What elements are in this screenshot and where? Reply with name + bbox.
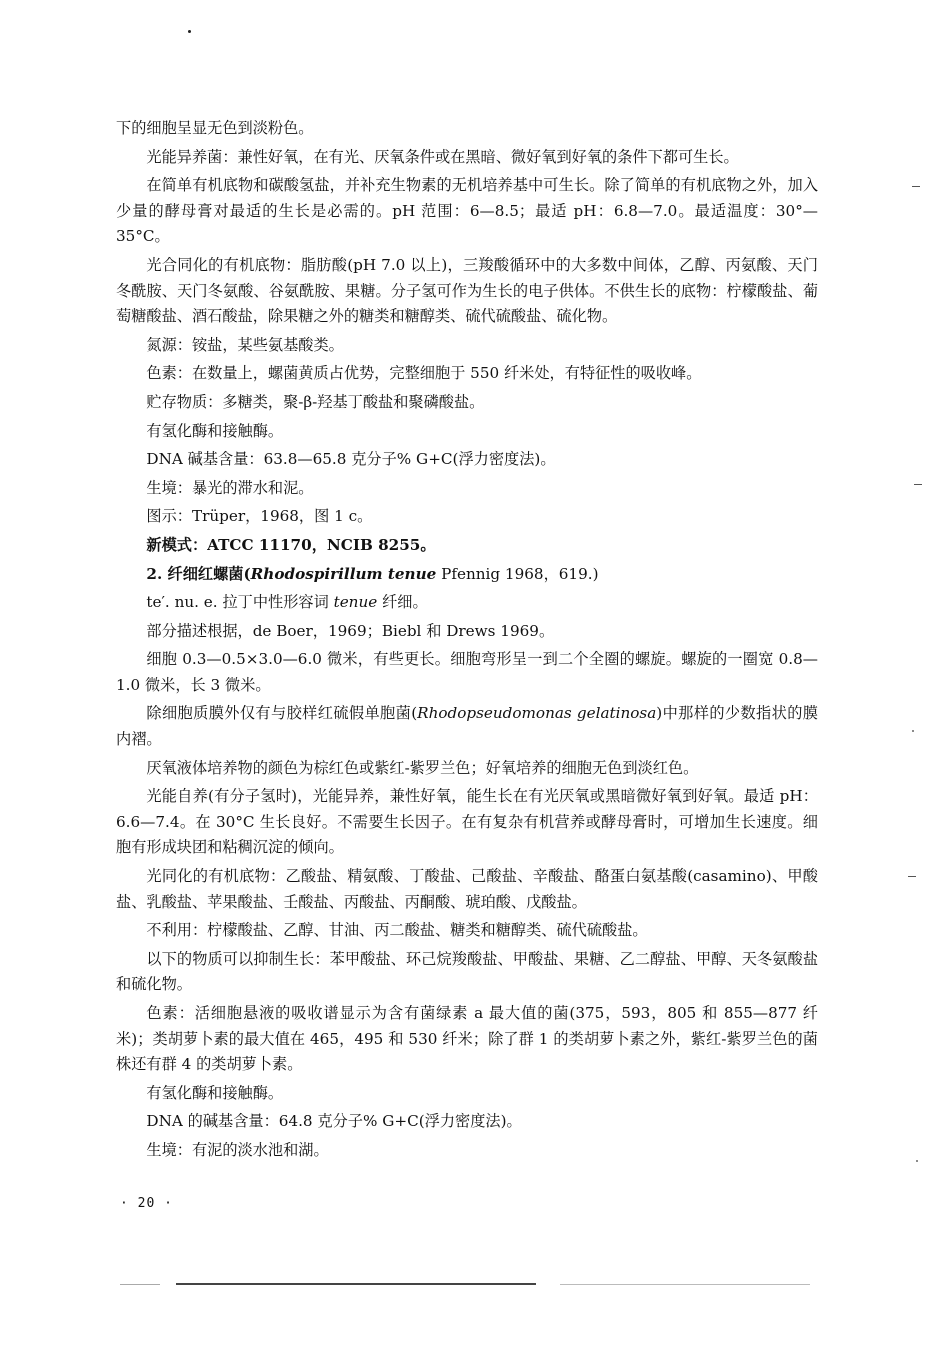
margin-mark xyxy=(912,186,920,187)
paragraph-not-utilized: 不利用：柠檬酸盐、乙醇、甘油、丙二酸盐、糖类和糖醇类、硫代硫酸盐。 xyxy=(146,921,648,940)
page-number: · 20 · xyxy=(120,1196,173,1211)
paragraph-dna-content-2: DNA 的碱基含量：64.8 克分子% G+C(浮力密度法)。 xyxy=(146,1112,522,1131)
etymology-prefix: te′. nu. e. 拉丁中性形容词 xyxy=(146,593,334,612)
paragraph-culture-color: 厌氧液体培养物的颜色为棕红色或紫红-紫罗兰色；好氧培养的细胞无色到淡红色。 xyxy=(146,758,699,777)
etymology-suffix: 纤细。 xyxy=(377,593,428,612)
etymology-word: tenue xyxy=(333,593,378,612)
paragraph-cell-morphology: 细胞 0.3—0.5×3.0—6.0 微米，有些更长。细胞弯形呈一到二个全圈的螺旋。螺旋的一圈宽 0.8—1.0 微米，长 3 微米。 xyxy=(116,650,818,694)
paragraph-organic-substrates: 光合同化的有机底物：脂肪酸(pH 7.0 以上)，三羧酸循环中的大多数中间体，乙醇、丙氨酸、天门冬酰胺、天门冬氨酸、谷氨酰胺、果糖。分子氢可作为生长的电子供体。不供生长的底物：柠檬酸盐、葡萄糖酸盐、酒石酸盐，除果糖之外的糖类和糖醇类、硫代硫酸盐、硫化物。 xyxy=(116,255,818,326)
paragraph-photoassimilated: 光同化的有机底物：乙酸盐、精氨酸、丁酸盐、己酸盐、辛酸盐、酪蛋白氨基酸(casamino)、甲酸盐、乳酸盐、苹果酸盐、壬酸盐、丙酸盐、丙酮酸、琥珀酸、戊酸盐。 xyxy=(116,867,818,911)
paragraph-habitat: 生境：暴光的滞水和泥。 xyxy=(146,478,314,497)
paragraph-enzymes: 有氢化酶和接触酶。 xyxy=(146,421,284,440)
paragraph-storage: 贮存物质：多糖类，聚-β-羟基丁酸盐和聚磷酸盐。 xyxy=(146,392,485,411)
paragraph-phototroph: 光能异养菌：兼性好氧，在有光、厌氧条件或在黑暗、微好氧到好氧的条件下都可生长。 xyxy=(146,147,739,166)
paragraph-pigment-spectrum: 色素：活细胞悬液的吸收谱显示为含有菌绿素 a 最大值的菌(375，593，805 和 855—877 纤米)；类胡萝卜素的最大值在 465，495 和 530 纤米；除了群 1 的类胡萝卜素之外，紫红-紫罗兰色的菌株还有群 4 的类胡萝卜素。 xyxy=(116,1004,818,1074)
species-heading xyxy=(116,562,818,588)
bottom-rule-left xyxy=(120,1284,160,1285)
paragraph-dna-content: DNA 碱基含量：63.8—65.8 克分子% G+C(浮力密度法)。 xyxy=(146,450,556,469)
bottom-rule xyxy=(176,1283,536,1285)
bottom-rule-right xyxy=(560,1284,810,1285)
paragraph-membrane xyxy=(116,701,818,752)
membrane-prefix: 除细胞质膜外仅有与胶样红硫假单胞菌( xyxy=(146,704,418,723)
paragraph-autotroph: 光能自养(有分子氢时)，光能异养，兼性好氧，能生长在有光厌氧或黑暗微好氧到好氧。最适 pH：6.6—7.4。在 30°C 生长良好。不需要生长因子。在有复杂有机营养或酵母膏时，可增加生长速度。细胞有形成块团和粘稠沉淀的倾向。 xyxy=(116,787,818,857)
paragraph-growth-medium: 在简单有机底物和碳酸氢盐，并补充生物素的无机培养基中可生长。除了简单的有机底物之外，加入少量的酵母膏对最适的生长是必需的。pH 范围：6—8.5；最适 pH：6.8—7.0。最适温度：30°—35°C。 xyxy=(116,176,818,246)
paragraph-nitrogen-source: 氮源：铵盐，某些氨基酸类。 xyxy=(146,335,344,354)
species-heading-latin: Rhodospirillum tenue xyxy=(250,564,437,583)
margin-mark xyxy=(914,484,922,485)
body-text xyxy=(116,116,818,1164)
paragraph-illustration: 图示：Trüper，1968，图 1 c。 xyxy=(146,507,373,526)
paragraph-pigment: 色素：在数量上，螺菌黄质占优势，完整细胞于 550 纤米处，有特征性的吸收峰。 xyxy=(146,364,702,383)
paragraph-inhibitors: 以下的物质可以抑制生长：苯甲酸盐、环己烷羧酸盐、甲酸盐、果糖、乙二醇盐、甲醇、天冬氨酸盐和硫化物。 xyxy=(116,949,818,994)
paragraph-neotype: 新模式：ATCC 11170，NCIB 8255。 xyxy=(146,535,436,554)
species-heading-author: Pfennig 1968，619.) xyxy=(436,564,599,583)
paragraph-description-basis: 部分描述根据，de Boer，1969；Biebl 和 Drews 1969。 xyxy=(146,621,555,640)
membrane-latin: Rhodopseudomonas gelatinosa xyxy=(417,704,657,723)
membrane-suffix: )中那样的少数指状的膜内褶。 xyxy=(116,704,818,749)
paragraph-continuation: 下的细胞呈显无色到淡粉色。 xyxy=(116,119,314,137)
speck-mark xyxy=(916,1160,918,1162)
paragraph-habitat-2: 生境：有泥的淡水池和湖。 xyxy=(146,1140,329,1159)
species-heading-number: 2. 纤细红螺菌( xyxy=(146,564,251,583)
speck-mark xyxy=(188,30,191,33)
speck-mark xyxy=(912,730,914,732)
margin-mark xyxy=(908,876,916,877)
paragraph-etymology xyxy=(116,590,818,616)
paragraph-enzymes-2: 有氢化酶和接触酶。 xyxy=(146,1083,284,1102)
